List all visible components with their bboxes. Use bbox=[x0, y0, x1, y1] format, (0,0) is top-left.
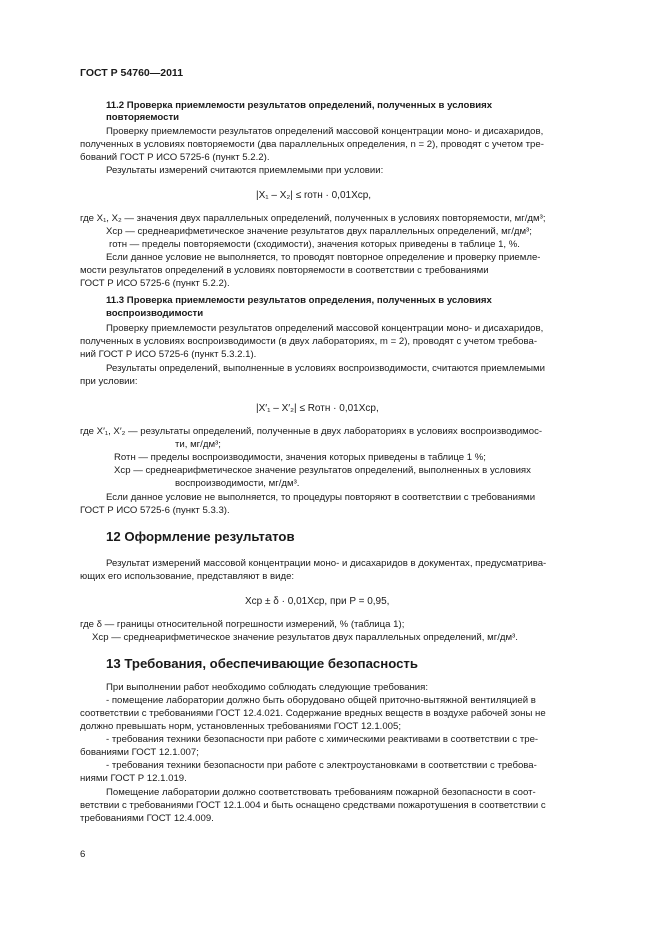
text-line: ветствии с требованиями ГОСТ 12.1.004 и быть оснащено средствами пожаротушения в соответствии с bbox=[80, 800, 546, 811]
text-line: полученных в условиях воспроизводимости (в двух лабораториях, m = 2), проводят с учетом требова- bbox=[80, 336, 538, 347]
text-line: требованиями ГОСТ 12.4.009. bbox=[80, 813, 214, 824]
text-line: Проверку приемлемости результатов определений массовой концентрации моно- и дисахаридов, bbox=[106, 126, 544, 137]
section-11-3-title-cont: воспроизводимости bbox=[106, 308, 204, 319]
where-line: Rотн — пределы воспроизводимости, значения которых приведены в таблице 1 %; bbox=[114, 452, 486, 463]
where-line: Xср — среднеарифметическое значение результатов двух параллельных определений, мг/дм³. bbox=[92, 632, 518, 643]
section-13-title: 13 Требования, обеспечивающие безопасность bbox=[106, 656, 418, 671]
section-11-2-title: 11.2 Проверка приемлемости результатов определений, полученных в условиях bbox=[106, 100, 493, 111]
text-line: соответствии с требованиями ГОСТ 12.4.021. Содержание вредных веществ в воздухе рабочей зоны не bbox=[80, 708, 546, 719]
section-11-2-title-cont: повторяемости bbox=[106, 112, 180, 123]
section-11-3-title: 11.3 Проверка приемлемости результатов определения, полученных в условиях bbox=[106, 295, 492, 306]
text-line: при условии: bbox=[80, 376, 138, 387]
text-line: ний ГОСТ Р ИСО 5725-6 (пункт 5.3.2.1). bbox=[80, 349, 257, 360]
where-line: ти, мг/дм³; bbox=[175, 439, 221, 450]
formula-repeatability: |X₁ – X₂| ≤ rотн · 0,01Xср, bbox=[256, 190, 372, 201]
page-number: 6 bbox=[80, 849, 86, 860]
text-line: ГОСТ Р ИСО 5725-6 (пункт 5.3.3). bbox=[80, 505, 230, 516]
where-line: Xср — среднеарифметическое значение результатов двух параллельных определений, мг/дм³; bbox=[106, 226, 532, 237]
text-line: Результат измерений массовой концентрации моно- и дисахаридов в документах, предусматрива- bbox=[106, 558, 547, 569]
section-12-title: 12 Оформление результатов bbox=[106, 529, 295, 544]
text-line: - требования техники безопасности при работе с электроустановками в соответствии с требова- bbox=[106, 760, 537, 771]
text-line: - помещение лаборатории должно быть оборудовано общей приточно-вытяжной вентиляцией в bbox=[106, 695, 536, 706]
where-line: Xср — среднеарифметическое значение результатов определений, выполненных в условиях bbox=[114, 465, 531, 476]
text-line: полученных в условиях повторяемости (два параллельных определения, n = 2), проводят с учетом тре- bbox=[80, 139, 544, 150]
text-line: Результаты измерений считаются приемлемыми при условии: bbox=[106, 165, 384, 176]
text-line: При выполнении работ необходимо соблюдать следующие требования: bbox=[106, 682, 429, 693]
formula-reproducibility: |X′₁ – X′₂| ≤ Rотн · 0,01Xср, bbox=[256, 403, 379, 414]
text-line: ниями ГОСТ Р 12.1.019. bbox=[80, 773, 187, 784]
where-line: где X′₁, X′₂ — результаты определений, полученные в двух лабораториях в условиях воспроизводимос- bbox=[80, 426, 543, 437]
formula-result: Xср ± δ · 0,01Xср, при P = 0,95, bbox=[245, 596, 390, 607]
where-line: где X₁, X₂ — значения двух параллельных определений, полученных в условиях повторяемости, мг/дм³; bbox=[80, 213, 546, 224]
where-line: воспроизводимости, мг/дм³. bbox=[175, 478, 300, 489]
text-line: ГОСТ Р ИСО 5725-6 (пункт 5.2.2). bbox=[80, 278, 230, 289]
document-header: ГОСТ Р 54760—2011 bbox=[80, 67, 184, 79]
text-line: Результаты определений, выполненные в условиях воспроизводимости, считаются приемлемыми bbox=[106, 363, 545, 374]
text-line: Проверку приемлемости результатов определений массовой концентрации моно- и дисахаридов, bbox=[106, 323, 544, 334]
text-line: бованиями ГОСТ 12.1.007; bbox=[80, 747, 199, 758]
where-line: rотн — пределы повторяемости (сходимости), значения которых приведены в таблице 1, %. bbox=[109, 239, 520, 250]
text-line: должно превышать норм, установленных требованиями ГОСТ 12.1.005; bbox=[80, 721, 402, 732]
text-line: бований ГОСТ Р ИСО 5725-6 (пункт 5.2.2). bbox=[80, 152, 270, 163]
text-line: ющих его использование, представляют в виде: bbox=[80, 571, 295, 582]
text-line: мости результатов определений в условиях повторяемости в соответствии с требованиями bbox=[80, 265, 489, 276]
text-line: - требования техники безопасности при работе с химическими реактивами в соответствии с тре- bbox=[106, 734, 539, 745]
text-line: Помещение лаборатории должно соответствовать требованиям пожарной безопасности в соот- bbox=[106, 787, 536, 798]
where-line: где δ — границы относительной погрешности измерений, % (таблица 1); bbox=[80, 619, 405, 630]
text-line: Если данное условие не выполняется, то проводят повторное определение и проверку приемле- bbox=[106, 252, 541, 263]
text-line: Если данное условие не выполняется, то процедуры повторяют в соответствии с требованиями bbox=[106, 492, 536, 503]
